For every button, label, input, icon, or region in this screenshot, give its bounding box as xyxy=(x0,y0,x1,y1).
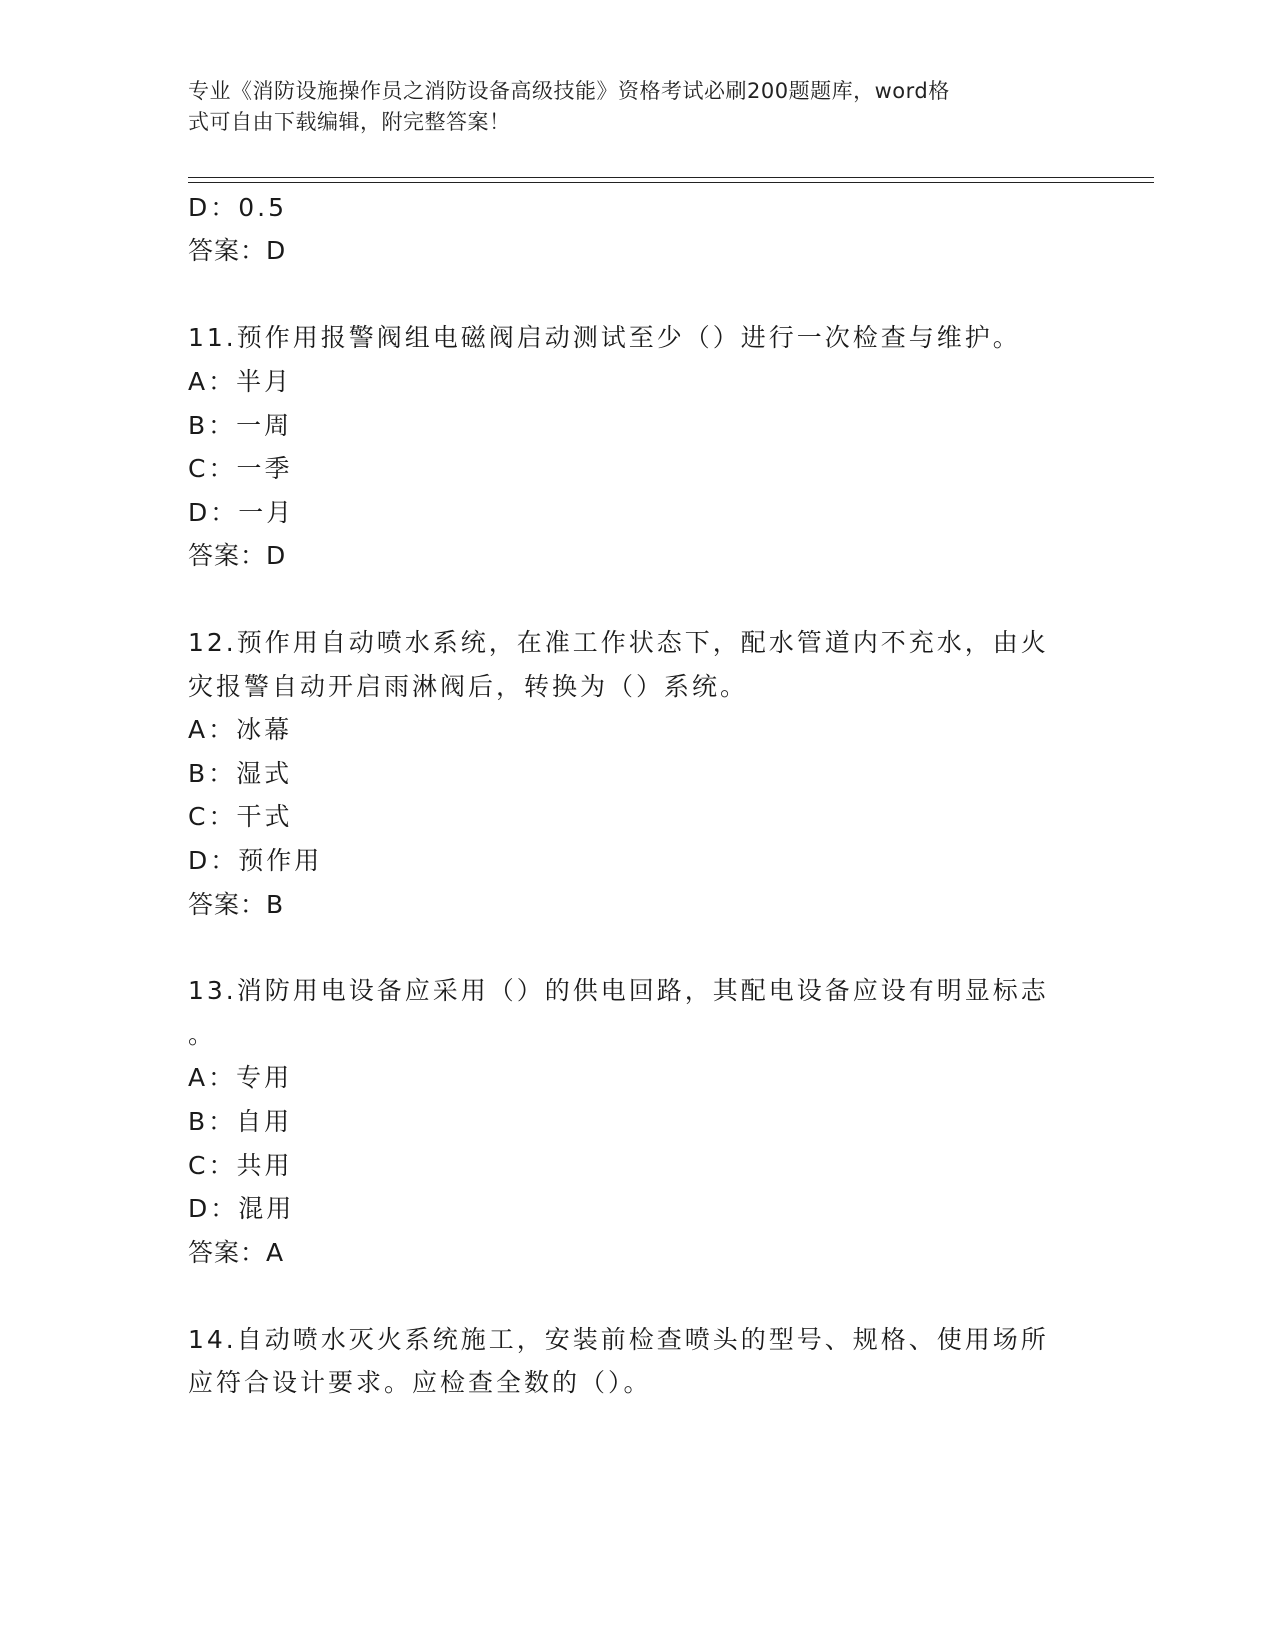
q11-option-d: D：一月 xyxy=(188,498,295,527)
header-line-2: 式可自由下载编辑，附完整答案！ xyxy=(188,110,511,134)
q13-option-c: C：共用 xyxy=(188,1151,293,1180)
q12-stem-line-2: 灾报警自动开启雨淋阀后，转换为（）系统。 xyxy=(188,672,749,701)
document-header xyxy=(188,76,1068,138)
q13-option-a: A：专用 xyxy=(188,1063,293,1092)
q13-stem-line-1: 13.消防用电设备应采用（）的供电回路，其配电设备应设有明显标志 xyxy=(188,976,1049,1005)
q13-option-d: D：混用 xyxy=(188,1194,295,1223)
q12-answer: 答案：B xyxy=(188,890,285,919)
q11-option-b: B：一周 xyxy=(188,411,293,440)
prev-answer: 答案：D xyxy=(188,236,287,265)
q13-answer: 答案：A xyxy=(188,1238,285,1267)
q13-stem-line-2: 。 xyxy=(188,1020,217,1049)
q12-option-b: B：湿式 xyxy=(188,759,293,788)
q12-option-a: A：冰幕 xyxy=(188,715,293,744)
q13-option-b: B：自用 xyxy=(188,1107,293,1136)
q11-stem: 11.预作用报警阀组电磁阀启动测试至少（）进行一次检查与维护。 xyxy=(188,323,1021,352)
q12-option-c: C：干式 xyxy=(188,802,293,831)
prev-option-d: D：0.5 xyxy=(188,193,288,222)
header-line-1: 专业《消防设施操作员之消防设备高级技能》资格考试必刷200题题库，word格 xyxy=(188,79,950,103)
q12-stem-line-1: 12.预作用自动喷水系统，在准工作状态下，配水管道内不充水，由火 xyxy=(188,628,1049,657)
q11-option-a: A：半月 xyxy=(188,367,293,396)
q11-option-c: C：一季 xyxy=(188,454,293,483)
header-divider-bottom xyxy=(188,182,1154,183)
q14-stem-line-1: 14.自动喷水灭火系统施工，安装前检查喷头的型号、规格、使用场所 xyxy=(188,1325,1049,1354)
q11-answer: 答案：D xyxy=(188,541,287,570)
header-divider-top xyxy=(188,177,1154,178)
q12-option-d: D：预作用 xyxy=(188,846,323,875)
q14-stem-line-2: 应符合设计要求。应检查全数的（）。 xyxy=(188,1368,652,1397)
